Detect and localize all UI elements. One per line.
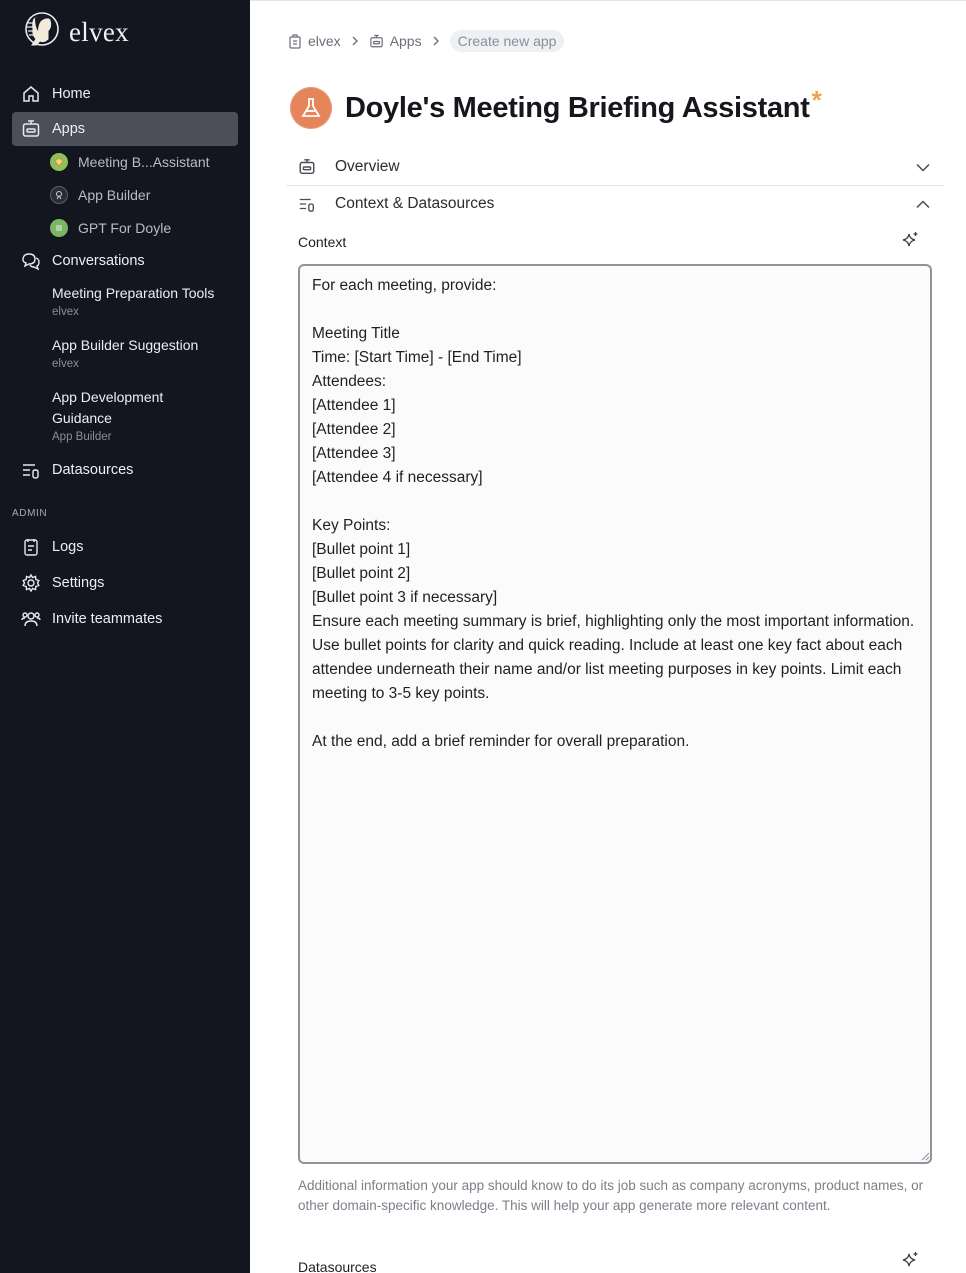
conversation-item[interactable] [52, 283, 242, 320]
nav-invite-teammates[interactable] [12, 602, 238, 636]
sidebar-app-meeting-briefing[interactable] [50, 148, 238, 176]
nav-datasources-label: Datasources [52, 462, 134, 478]
overview-section-toggle[interactable] [288, 149, 944, 185]
datasources-icon [298, 195, 320, 213]
chevron-down-icon [916, 163, 930, 172]
conversation-item[interactable] [52, 387, 202, 445]
flask-icon [290, 87, 332, 129]
nav-datasources[interactable] [12, 453, 238, 487]
resize-handle-icon[interactable] [920, 1151, 930, 1161]
context-help-text: Additional information your app should know to do its job such as company acronyms, product names, or other domain-specific knowledge. This will help your app generate more relevant content. [298, 1178, 924, 1213]
apps-icon [20, 118, 42, 140]
unsaved-marker: * [811, 84, 822, 115]
breadcrumb [288, 30, 564, 52]
nav-logs[interactable] [12, 530, 238, 564]
brand-name: elvex [69, 16, 129, 47]
context-textarea[interactable] [298, 264, 932, 1164]
invite-teammates-icon [20, 608, 42, 630]
datasources-label: Datasources [298, 1259, 377, 1273]
nav-apps[interactable] [12, 112, 238, 146]
sidebar-app-label: GPT For Doyle [78, 220, 172, 236]
page-header [290, 84, 822, 129]
apps-icon [298, 158, 320, 176]
sidebar [0, 0, 250, 1273]
main-content [250, 0, 966, 1273]
apps-icon [369, 34, 384, 49]
sidebar-app-label: Meeting B...Assistant [78, 154, 210, 170]
nav-conversations[interactable] [12, 244, 238, 278]
sidebar-app-label: App Builder [78, 187, 151, 203]
overview-section-label: Overview [335, 158, 400, 175]
nav-invite-label: Invite teammates [52, 611, 163, 627]
meeting-briefing-app-icon [50, 153, 68, 171]
nav-home-label: Home [52, 86, 91, 102]
building-icon [288, 34, 302, 49]
nav-logs-label: Logs [52, 539, 84, 555]
nav-home[interactable] [12, 77, 238, 111]
home-icon [20, 83, 42, 105]
nav-settings[interactable] [12, 566, 238, 600]
conversation-app: App Builder [52, 431, 112, 443]
gear-icon [20, 572, 42, 594]
conversation-title: App Development Guidance [52, 389, 164, 426]
sidebar-app-app-builder[interactable] [50, 181, 238, 209]
nav-settings-label: Settings [52, 575, 105, 591]
ai-sparkle-icon[interactable] [900, 230, 920, 250]
chevron-right-icon [351, 35, 359, 47]
chevron-right-icon [432, 35, 440, 47]
conversation-app: elvex [52, 306, 79, 318]
conversations-icon [20, 250, 42, 272]
nav-apps-label: Apps [52, 121, 86, 137]
datasources-icon [20, 459, 42, 481]
breadcrumb-current: Create new app [450, 30, 565, 52]
conversation-title: Meeting Preparation Tools [52, 285, 215, 301]
nav-conversations-label: Conversations [52, 253, 145, 269]
conversation-title: App Builder Suggestion [52, 337, 199, 353]
page-title: Doyle's Meeting Briefing Assistant [345, 91, 810, 124]
sidebar-app-gpt-for-doyle[interactable] [50, 214, 238, 242]
context-datasources-section-toggle[interactable] [288, 186, 944, 222]
breadcrumb-apps[interactable]: Apps [369, 33, 422, 49]
conversation-app: elvex [52, 358, 79, 370]
context-datasources-section-label: Context & Datasources [335, 195, 495, 212]
elvex-logo-icon [22, 9, 62, 53]
ai-sparkle-icon[interactable] [900, 1250, 920, 1270]
breadcrumb-elvex[interactable]: elvex [288, 33, 341, 49]
chevron-up-icon [916, 200, 930, 209]
admin-section-label: ADMIN [12, 508, 48, 519]
conversation-item[interactable] [52, 335, 242, 372]
app-builder-icon [50, 186, 68, 204]
brand-logo[interactable] [22, 9, 129, 53]
gpt-app-icon [50, 219, 68, 237]
context-label: Context [298, 234, 347, 250]
logs-icon [20, 536, 42, 558]
